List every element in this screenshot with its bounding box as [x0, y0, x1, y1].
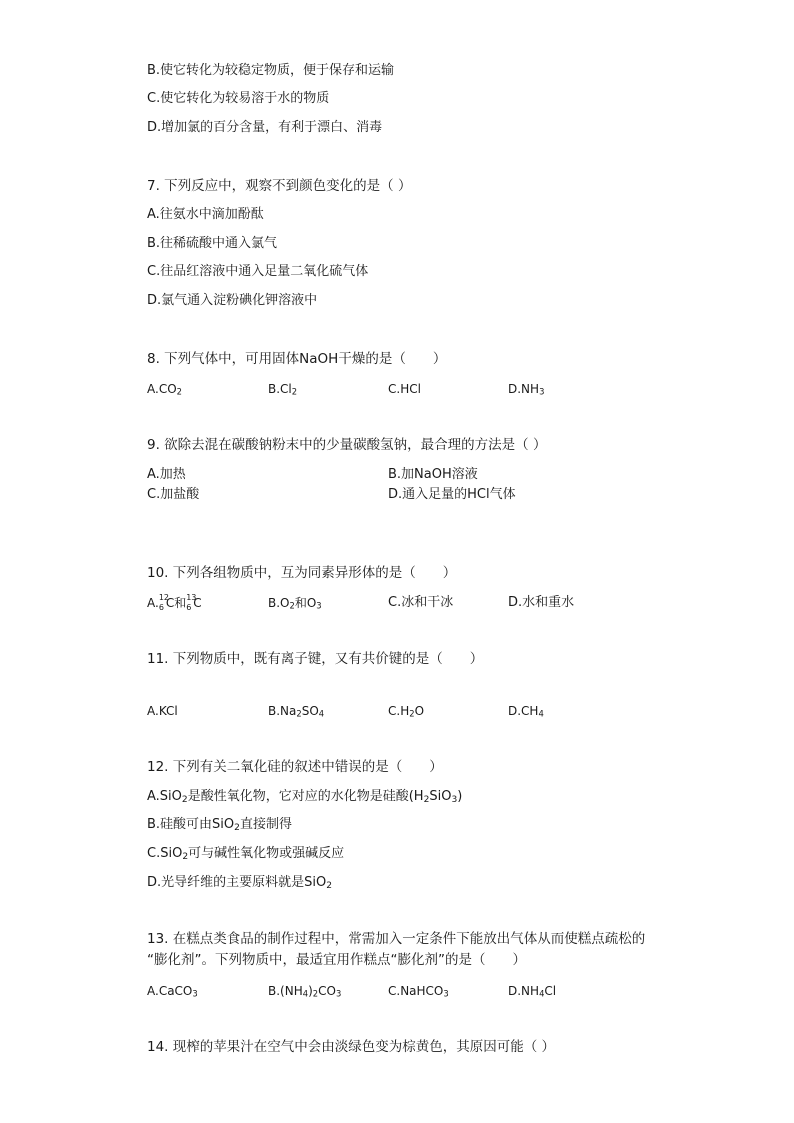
- q11-option-c: C.H2O: [388, 704, 425, 719]
- q7-option-b: B.往稀硫酸中通入氯气: [147, 236, 278, 251]
- q9-option-d: D.通入足量的HCl气体: [388, 487, 516, 502]
- q5-option-c: C.使它转化为较易溶于水的物质: [147, 91, 330, 106]
- q9-option-a: A.加热: [147, 467, 186, 482]
- q12-option-d: D.光导纤维的主要原料就是SiO$_2$: [147, 875, 333, 891]
- q12-option-c: C.SiO$_2$可与碱性氧化物或强碱反应: [147, 846, 345, 862]
- isotope-c12: 12 6: [158, 593, 169, 612]
- q12-option-a: A.SiO$_2$是酸性氧化物，它对应的水化物是硅酸$(H_2SiO_3)$: [147, 789, 463, 805]
- q12-option-b: B.硅酸可由SiO$_2$直接制得: [147, 817, 292, 833]
- q8-option-a: A.CO2: [147, 382, 182, 397]
- q9-option-b: B.加NaOH溶液: [388, 467, 478, 482]
- q10-option-b: B.O2和O3: [268, 596, 322, 611]
- q8-option-b: B.Cl2: [268, 382, 298, 397]
- q11-option-d: D.CH4: [508, 704, 544, 719]
- q9-option-c: C.加盐酸: [147, 487, 200, 502]
- q10-option-c: C.冰和干冰: [388, 595, 454, 610]
- q11-stem: 11. 下列物质中，既有离子键，又有共价键的是（ ）: [147, 651, 484, 667]
- q10-stem: 10. 下列各组物质中，互为同素异形体的是（ ）: [147, 565, 457, 581]
- q13-stem-line2: “膨化剂”。下列物质中，最适宜用作糕点“膨化剂”的是（ ）: [147, 952, 526, 968]
- q8-stem: 8. 下列气体中，可用固体NaOH干燥的是（ ）: [147, 351, 447, 367]
- q7-option-a: A.往氨水中滴加酚酞: [147, 207, 264, 222]
- q8-option-d: D.NH3: [508, 382, 545, 397]
- q11-option-b: B.Na2SO4: [268, 704, 325, 719]
- q11-option-a: A.KCl: [147, 704, 178, 718]
- q14-stem: 14. 现榨的苹果汁在空气中会由淡绿色变为棕黄色，其原因可能（ ）: [147, 1039, 556, 1055]
- q5-option-b: B.使它转化为较稳定物质，便于保存和运输: [147, 63, 395, 78]
- q7-stem: 7. 下列反应中，观察不到颜色变化的是（ ）: [147, 178, 412, 194]
- q13-option-a: A.CaCO3: [147, 984, 198, 999]
- q9-stem: 9. 欲除去混在碳酸钠粉末中的少量碳酸氢钠，最合理的方法是（ ）: [147, 437, 547, 453]
- q13-option-b: B.(NH4)2CO3: [268, 984, 342, 999]
- q13-stem-line1: 13. 在糕点类食品的制作过程中，常需加入一定条件下能放出气体从而使糕点疏松的: [147, 931, 646, 947]
- q13-option-c: C.NaHCO3: [388, 984, 449, 999]
- q7-option-d: D.氯气通入淀粉碘化钾溶液中: [147, 293, 318, 308]
- q10-option-d: D.水和重水: [508, 595, 575, 610]
- q8-option-c: C.HCl: [388, 382, 421, 396]
- q7-option-c: C.往品红溶液中通入足量二氧化硫气体: [147, 264, 369, 279]
- q12-stem: 12. 下列有关二氧化硅的叙述中错误的是（ ）: [147, 759, 443, 775]
- q10-option-a: A. 12 6 C和 13 6 C: [147, 593, 202, 612]
- q5-option-d: D.增加氯的百分含量，有利于漂白、消毒: [147, 120, 383, 135]
- q13-option-d: D.NH4Cl: [508, 984, 557, 999]
- isotope-c13: 13 6: [186, 593, 197, 612]
